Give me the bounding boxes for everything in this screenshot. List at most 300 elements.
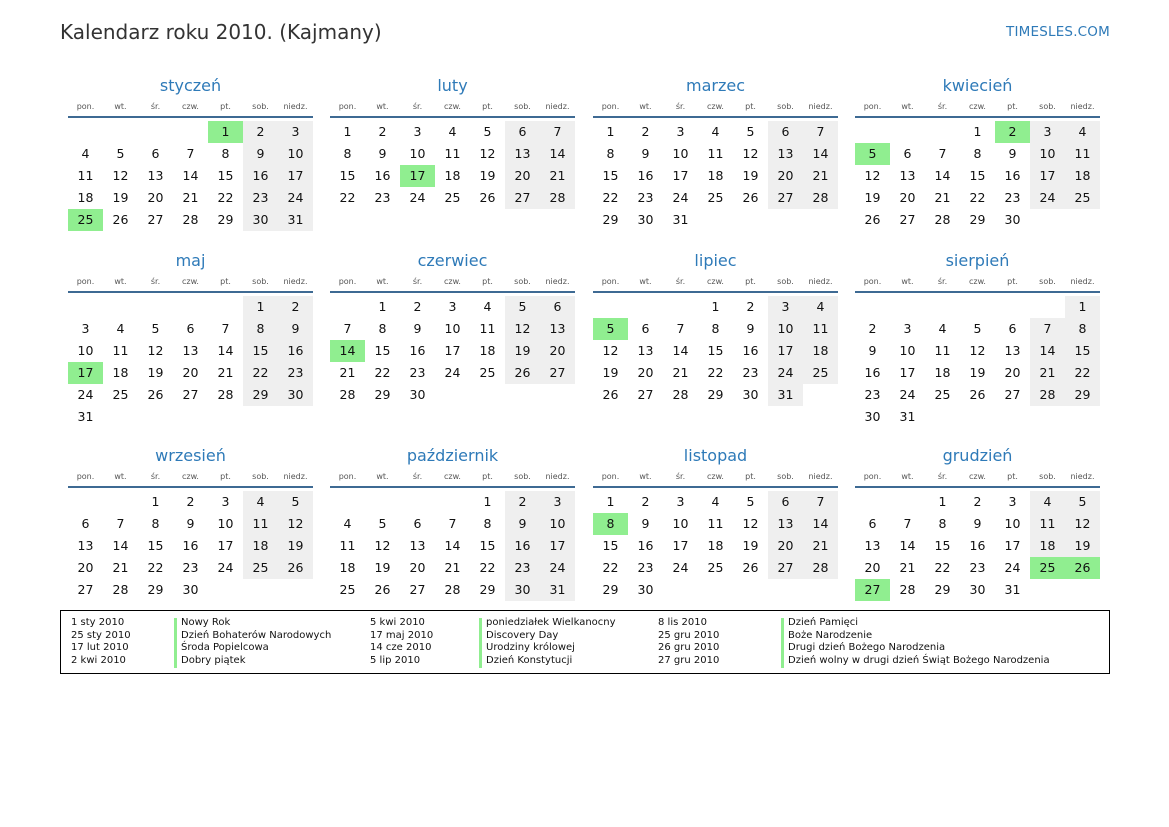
month-block [855, 444, 1100, 601]
day-cell: 12 [1065, 513, 1100, 535]
day-cell: 7 [186, 146, 195, 161]
month-name: czerwiec [417, 251, 488, 270]
weekday-label: śr. [412, 277, 423, 286]
weekday-label: niedz. [545, 277, 570, 286]
day-cell: 29 [374, 387, 391, 402]
day-cell: 20 [637, 365, 654, 380]
day-cell: 13 [505, 143, 540, 165]
legend-bar [174, 618, 177, 668]
day-cell: 30 [243, 209, 278, 231]
day-cell: 22 [217, 190, 234, 205]
day-cell: 19 [742, 538, 759, 553]
day-cell: 23 [409, 365, 426, 380]
legend-holiday-name: Dobry piątek [181, 655, 246, 667]
legend-holiday-name: Dzień Konstytucji [486, 655, 573, 667]
weekday-label: sob. [777, 472, 794, 481]
day-cell: 17 [1004, 538, 1021, 553]
weekday-label: wt. [114, 472, 127, 481]
day-cell: 5 [278, 491, 313, 513]
day-cell: 23 [374, 190, 391, 205]
legend-date: 14 cze 2010 [370, 642, 432, 654]
weekday-label: wt. [901, 472, 914, 481]
day-cell: 8 [378, 321, 387, 336]
holiday-day-cell: 25 [68, 209, 103, 231]
day-cell: 4 [483, 299, 492, 314]
day-cell: 6 [1008, 321, 1017, 336]
day-cell: 14 [182, 168, 199, 183]
day-cell: 1 [973, 124, 982, 139]
day-cell: 4 [343, 516, 352, 531]
day-cell: 31 [278, 209, 313, 231]
day-cell: 22 [602, 560, 619, 575]
holiday-day-cell: 2 [995, 121, 1030, 143]
day-cell: 27 [899, 212, 916, 227]
day-cell: 10 [1030, 143, 1065, 165]
weekday-label: śr. [150, 102, 161, 111]
day-cell: 7 [676, 321, 685, 336]
weekday-label: pt. [745, 277, 756, 286]
day-cell: 10 [409, 146, 426, 161]
days-grid [330, 121, 575, 209]
day-cell: 23 [243, 187, 278, 209]
weekday-label: śr. [150, 277, 161, 286]
holiday-day-cell: 17 [400, 165, 435, 187]
day-cell: 25 [1065, 187, 1100, 209]
weekday-label: pon. [338, 277, 357, 286]
day-cell: 9 [186, 516, 195, 531]
day-cell: 6 [768, 121, 803, 143]
weekday-label: czw. [969, 102, 986, 111]
day-cell: 13 [147, 168, 164, 183]
day-cell: 10 [217, 516, 234, 531]
legend-date: 1 sty 2010 [71, 617, 125, 628]
day-cell: 21 [1030, 362, 1065, 384]
day-cell: 26 [864, 212, 881, 227]
legend-bar [781, 618, 784, 668]
day-cell: 1 [711, 299, 720, 314]
day-cell: 16 [742, 343, 759, 358]
day-cell: 26 [602, 387, 619, 402]
day-cell: 7 [343, 321, 352, 336]
day-cell: 11 [803, 318, 838, 340]
day-cell: 9 [641, 516, 650, 531]
day-cell: 3 [1008, 494, 1017, 509]
day-cell: 19 [864, 190, 881, 205]
day-cell: 18 [1030, 535, 1065, 557]
day-cell: 1 [606, 124, 615, 139]
day-cell: 1 [378, 299, 387, 314]
day-cell: 19 [112, 190, 129, 205]
day-cell: 3 [81, 321, 90, 336]
day-cell: 23 [182, 560, 199, 575]
day-cell: 4 [116, 321, 125, 336]
day-cell: 10 [899, 343, 916, 358]
calendar-grid [68, 74, 1102, 604]
day-cell: 27 [182, 387, 199, 402]
day-cell: 7 [221, 321, 230, 336]
day-cell: 26 [147, 387, 164, 402]
day-cell: 30 [637, 212, 654, 227]
day-cell: 21 [444, 560, 461, 575]
weekday-label: śr. [150, 472, 161, 481]
day-cell: 21 [112, 560, 129, 575]
weekday-label: czw. [969, 277, 986, 286]
legend-holiday-name: Dzień wolny w drugi dzień Świąt Bożego Narodzenia [788, 655, 1050, 667]
day-cell: 8 [973, 146, 982, 161]
day-cell: 26 [505, 362, 540, 384]
day-cell: 28 [182, 212, 199, 227]
weekday-label: sob. [777, 102, 794, 111]
weekday-label: niedz. [808, 277, 833, 286]
day-cell: 1 [938, 494, 947, 509]
day-cell: 31 [1004, 582, 1021, 597]
day-cell: 14 [803, 143, 838, 165]
day-cell: 18 [1065, 165, 1100, 187]
day-cell: 3 [768, 296, 803, 318]
day-cell: 10 [278, 143, 313, 165]
day-cell: 18 [707, 168, 724, 183]
weekday-label: pon. [76, 102, 95, 111]
weekday-label: pon. [863, 277, 882, 286]
day-cell: 28 [899, 582, 916, 597]
day-cell: 6 [413, 516, 422, 531]
holiday-day-cell: 14 [330, 340, 365, 362]
day-cell: 25 [934, 387, 951, 402]
day-cell: 20 [147, 190, 164, 205]
weekday-header [330, 98, 575, 118]
legend-date: 26 gru 2010 [658, 642, 720, 654]
day-cell: 11 [339, 538, 356, 553]
weekday-label: sob. [252, 277, 269, 286]
legend-dates-col-3 [658, 617, 719, 668]
day-cell: 15 [1065, 340, 1100, 362]
weekday-header [593, 273, 838, 293]
day-cell: 7 [540, 121, 575, 143]
day-cell: 8 [151, 516, 160, 531]
day-cell: 17 [1030, 165, 1065, 187]
day-cell: 6 [868, 516, 877, 531]
day-cell: 2 [973, 494, 982, 509]
month-block [330, 249, 575, 406]
day-cell: 14 [1030, 340, 1065, 362]
day-cell: 26 [112, 212, 129, 227]
day-cell: 11 [707, 516, 724, 531]
day-cell: 4 [1030, 491, 1065, 513]
weekday-label: pt. [1007, 102, 1018, 111]
day-cell: 2 [278, 296, 313, 318]
day-cell: 21 [182, 190, 199, 205]
day-cell: 28 [112, 582, 129, 597]
day-cell: 4 [1065, 121, 1100, 143]
day-cell: 22 [1065, 362, 1100, 384]
day-cell: 14 [444, 538, 461, 553]
day-cell: 3 [1030, 121, 1065, 143]
day-cell: 23 [637, 190, 654, 205]
day-cell: 23 [864, 387, 881, 402]
day-cell: 2 [186, 494, 195, 509]
day-cell: 11 [479, 321, 496, 336]
day-cell: 19 [479, 168, 496, 183]
day-cell: 22 [969, 190, 986, 205]
weekday-label: pt. [745, 472, 756, 481]
day-cell: 17 [217, 538, 234, 553]
day-cell: 9 [243, 143, 278, 165]
day-cell: 13 [1004, 343, 1021, 358]
day-cell: 13 [637, 343, 654, 358]
day-cell: 14 [934, 168, 951, 183]
days-grid [330, 491, 575, 601]
day-cell: 1 [151, 494, 160, 509]
weekday-header [855, 468, 1100, 488]
day-cell: 14 [672, 343, 689, 358]
day-cell: 3 [221, 494, 230, 509]
legend-date: 5 lip 2010 [370, 655, 421, 667]
day-cell: 7 [803, 491, 838, 513]
weekday-label: pt. [482, 277, 493, 286]
weekday-label: pon. [76, 472, 95, 481]
weekday-label: sob. [514, 102, 531, 111]
day-cell: 9 [746, 321, 755, 336]
day-cell: 11 [1030, 513, 1065, 535]
month-name: kwiecień [942, 76, 1013, 95]
weekday-label: pon. [76, 277, 95, 286]
day-cell: 4 [243, 491, 278, 513]
legend-date: 25 sty 2010 [71, 629, 131, 641]
day-cell: 27 [147, 212, 164, 227]
day-cell: 7 [903, 516, 912, 531]
day-cell: 2 [868, 321, 877, 336]
day-cell: 4 [938, 321, 947, 336]
day-cell: 16 [374, 168, 391, 183]
day-cell: 7 [116, 516, 125, 531]
day-cell: 25 [707, 560, 724, 575]
day-cell: 11 [112, 343, 129, 358]
legend-dates-col-2 [370, 617, 433, 668]
legend-date: 2 kwi 2010 [71, 655, 126, 667]
day-cell: 23 [505, 557, 540, 579]
weekday-label: pon. [601, 102, 620, 111]
page-title: Kalendarz roku 2010. (Kajmany) [60, 20, 382, 44]
day-cell: 22 [934, 560, 951, 575]
day-cell: 20 [505, 165, 540, 187]
day-cell: 21 [803, 165, 838, 187]
day-cell: 2 [413, 299, 422, 314]
day-cell: 28 [1030, 384, 1065, 406]
day-cell: 17 [672, 168, 689, 183]
day-cell: 15 [602, 538, 619, 553]
day-cell: 29 [602, 582, 619, 597]
day-cell: 18 [444, 168, 461, 183]
day-cell: 7 [803, 121, 838, 143]
day-cell: 14 [217, 343, 234, 358]
day-cell: 29 [934, 582, 951, 597]
day-cell: 10 [540, 513, 575, 535]
weekday-label: niedz. [808, 102, 833, 111]
day-cell: 20 [768, 165, 803, 187]
day-cell: 9 [868, 343, 877, 358]
day-cell: 29 [479, 582, 496, 597]
day-cell: 21 [934, 190, 951, 205]
weekday-label: niedz. [545, 472, 570, 481]
day-cell: 26 [278, 557, 313, 579]
weekday-label: sob. [514, 472, 531, 481]
day-cell: 6 [903, 146, 912, 161]
day-cell: 17 [899, 365, 916, 380]
day-cell: 15 [243, 340, 278, 362]
weekday-label: sob. [514, 277, 531, 286]
day-cell: 20 [899, 190, 916, 205]
day-cell: 24 [1030, 187, 1065, 209]
day-cell: 22 [147, 560, 164, 575]
weekday-label: wt. [639, 102, 652, 111]
weekday-label: śr. [937, 472, 948, 481]
day-cell: 30 [637, 582, 654, 597]
day-cell: 25 [707, 190, 724, 205]
day-cell: 21 [339, 365, 356, 380]
day-cell: 30 [864, 409, 881, 424]
holiday-day-cell: 27 [855, 579, 890, 601]
day-cell: 24 [672, 560, 689, 575]
weekday-label: pon. [601, 277, 620, 286]
weekday-label: śr. [412, 472, 423, 481]
day-cell: 4 [81, 146, 90, 161]
day-cell: 29 [1065, 384, 1100, 406]
day-cell: 30 [182, 582, 199, 597]
weekday-label: wt. [114, 277, 127, 286]
legend-date: 17 maj 2010 [370, 629, 434, 641]
day-cell: 15 [479, 538, 496, 553]
day-cell: 31 [672, 212, 689, 227]
day-cell: 6 [540, 296, 575, 318]
day-cell: 12 [479, 146, 496, 161]
day-cell: 6 [768, 491, 803, 513]
legend-date: 8 lis 2010 [658, 617, 707, 628]
day-cell: 6 [81, 516, 90, 531]
legend-holiday-name: Boże Narodzenie [788, 629, 873, 641]
day-cell: 11 [444, 146, 461, 161]
day-cell: 1 [343, 124, 352, 139]
weekday-label: niedz. [283, 102, 308, 111]
day-cell: 19 [969, 365, 986, 380]
holiday-day-cell: 17 [68, 362, 103, 384]
day-cell: 5 [116, 146, 125, 161]
holiday-day-cell: 25 [1030, 557, 1065, 579]
day-cell: 21 [803, 535, 838, 557]
legend-date: 27 gru 2010 [658, 655, 720, 667]
day-cell: 8 [938, 516, 947, 531]
legend-holiday-name: Nowy Rok [181, 617, 231, 628]
day-cell: 2 [746, 299, 755, 314]
month-name: maj [175, 251, 206, 270]
site-link[interactable]: TIMESLES.COM [1006, 24, 1110, 40]
day-cell: 10 [768, 318, 803, 340]
day-cell: 26 [374, 582, 391, 597]
day-cell: 19 [742, 168, 759, 183]
day-cell: 25 [339, 582, 356, 597]
day-cell: 12 [742, 516, 759, 531]
day-cell: 23 [637, 560, 654, 575]
day-cell: 31 [768, 384, 803, 406]
weekday-label: pt. [1007, 277, 1018, 286]
day-cell: 15 [602, 168, 619, 183]
day-cell: 27 [505, 187, 540, 209]
month-name: sierpień [945, 251, 1010, 270]
day-cell: 13 [77, 538, 94, 553]
legend-names-col-3 [788, 617, 1050, 668]
day-cell: 12 [864, 168, 881, 183]
day-cell: 12 [112, 168, 129, 183]
day-cell: 13 [182, 343, 199, 358]
day-cell: 4 [448, 124, 457, 139]
weekday-label: wt. [114, 102, 127, 111]
day-cell: 29 [243, 384, 278, 406]
day-cell: 13 [768, 513, 803, 535]
day-cell: 15 [217, 168, 234, 183]
day-cell: 29 [147, 582, 164, 597]
day-cell: 8 [243, 318, 278, 340]
weekday-label: czw. [182, 277, 199, 286]
weekday-label: śr. [675, 472, 686, 481]
day-cell: 13 [540, 318, 575, 340]
weekday-label: śr. [412, 102, 423, 111]
day-cell: 18 [934, 365, 951, 380]
day-cell: 16 [864, 365, 881, 380]
days-grid [855, 121, 1100, 231]
weekday-header [68, 273, 313, 293]
holiday-day-cell: 26 [1065, 557, 1100, 579]
day-cell: 31 [540, 579, 575, 601]
weekday-label: wt. [376, 102, 389, 111]
weekday-label: czw. [182, 102, 199, 111]
day-cell: 13 [409, 538, 426, 553]
day-cell: 27 [637, 387, 654, 402]
weekday-label: sob. [252, 472, 269, 481]
weekday-label: pt. [482, 472, 493, 481]
weekday-header [855, 98, 1100, 118]
month-name: wrzesień [155, 446, 226, 465]
days-grid [330, 296, 575, 406]
day-cell: 8 [483, 516, 492, 531]
day-cell: 7 [448, 516, 457, 531]
weekday-label: sob. [1039, 472, 1056, 481]
weekday-label: pt. [220, 277, 231, 286]
weekday-label: pon. [863, 102, 882, 111]
day-cell: 25 [112, 387, 129, 402]
day-cell: 20 [409, 560, 426, 575]
day-cell: 24 [409, 190, 426, 205]
day-cell: 19 [374, 560, 391, 575]
weekday-header [593, 98, 838, 118]
day-cell: 3 [413, 124, 422, 139]
legend-holiday-name: Discovery Day [486, 629, 559, 641]
weekday-label: pt. [1007, 472, 1018, 481]
day-cell: 31 [77, 409, 94, 424]
day-cell: 24 [278, 187, 313, 209]
day-cell: 15 [374, 343, 391, 358]
weekday-header [593, 468, 838, 488]
days-grid [68, 491, 313, 601]
month-block [68, 444, 313, 601]
month-name: grudzień [942, 446, 1013, 465]
day-cell: 22 [602, 190, 619, 205]
day-cell: 21 [217, 365, 234, 380]
day-cell: 17 [444, 343, 461, 358]
day-cell: 28 [803, 187, 838, 209]
day-cell: 30 [969, 582, 986, 597]
day-cell: 27 [768, 557, 803, 579]
weekday-label: czw. [969, 472, 986, 481]
day-cell: 13 [768, 143, 803, 165]
